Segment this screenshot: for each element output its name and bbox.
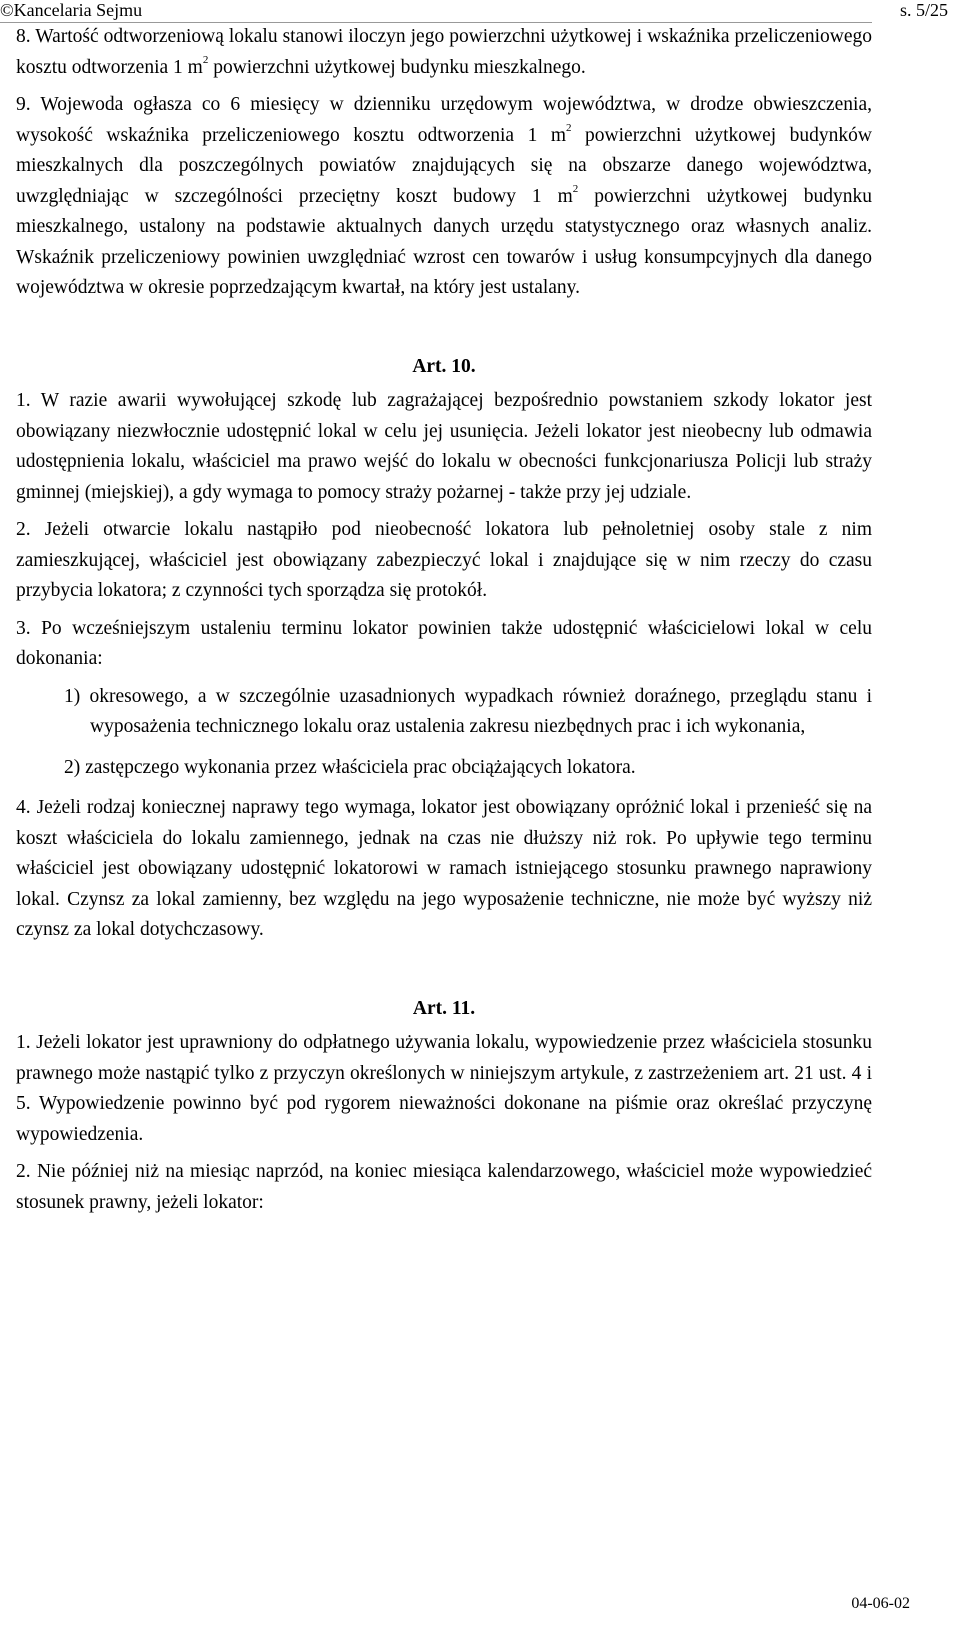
page-number: s. 5/25 [899, 0, 948, 20]
document-body [16, 22, 872, 1225]
article-10-heading: Art. 10. [412, 355, 476, 377]
art10-paragraph-4: 4. Jeżeli rodzaj koniecznej naprawy tego wymaga, lokator jest obowiązany opróżnić lokal i przenieść się na koszt właściciela do lokalu zamiennego, jednak na czas nie dłuższy niż rok. Po upływie tego terminu właściciel jest obowiązany udostępnić lokatorowi w ramach istniejącego stosunku prawnego naprawiony lokal. Czynsz za lokal zamienny, bez względu na jego wyposażenie techniczne, nie może być wyższy niż czynsz za lokal dotychczasowy. [16, 797, 872, 940]
paragraph-8-text-b: powierzchni użytkowej budynku mieszkalnego. [208, 56, 586, 78]
art10-paragraph-3: 3. Po wcześniejszym ustaleniu terminu lokator powinien także udostępnić właścicielowi lokal w celu dokonania: [16, 617, 872, 669]
superscript: 2 [566, 121, 572, 134]
art11-paragraph-2: 2. Nie później niż na miesiąc naprzód, na koniec miesiąca kalendarzowego, właściciel może wypowiedzieć stosunek prawny, jeżeli lokator: [16, 1161, 872, 1213]
art10-list-item-1: 1) okresowego, a w szczególnie uzasadnionych wypadkach również doraźnego, przeglądu stanu i wyposażenia technicznego lokalu oraz ustalenia zakresu niezbędnych prac i ich wykonania, [64, 685, 872, 737]
superscript: 2 [572, 182, 579, 195]
publisher-label: ©Kancelaria Sejmu [0, 0, 143, 20]
paragraph-9-text-c: powierzchni użytkowej budynku mieszkalnego, ustalony na podstawie aktualnych danych urzędu statystycznego oraz własnych analiz. Wskaźnik przeliczeniowy powinien uwzględniać wzrost cen towarów i usług konsumpcyjnych dla danego województwa w okresie poprzedzającym kwartał, na który jest ustalany. [16, 185, 872, 298]
paragraph-9-text-b: powierzchni użytkowej budynków mieszkalnych dla poszczególnych powiatów znajdujących się na obszarze danego województwa, uwzględniając w szczególności przeciętny koszt budowy 1 m [16, 124, 873, 207]
paragraph-8 [16, 22, 872, 83]
paragraph-9-text-a: 9. Wojewoda ogłasza co 6 miesięcy w dzienniku urzędowym województwa, w drodze obwieszczenia, wysokość wskaźnika przeliczeniowego kosztu odtworzenia 1 m [16, 94, 872, 146]
art10-paragraph-1: 1. W razie awarii wywołującej szkodę lub zagrażającej bezpośrednio powstaniem szkody lokator jest obowiązany niezwłocznie udostępnić lokal w celu jej usunięcia. Jeżeli lokator jest nieobecny lub odmawia udostępnienia lokalu, właściciel ma prawo wejść do lokalu w obecności funkcjonariusza Policji lub straży gminnej (miejskiej), a gdy wymaga to pomocy straży pożarnej - także przy jej udziale. [16, 390, 872, 503]
paragraph-8-text-a: 8. Wartość odtworzeniową lokalu stanowi iloczyn jego powierzchni użytkowej i wskaźnika przeliczeniowego kosztu odtworzenia 1 m [16, 26, 872, 78]
art10-paragraph-2: 2. Jeżeli otwarcie lokalu nastąpiło pod nieobecność lokatora lub pełnoletniej osoby stale z nim zamieszkującej, właściciel jest obowiązany zabezpieczyć lokal i znajdujące się w nim rzeczy do czasu przybycia lokatora; z czynności tych sporządza się protokół. [16, 519, 872, 601]
art10-list-item-2: 2) zastępczego wykonania przez właściciela prac obciążających lokatora. [64, 756, 636, 778]
paragraph-9 [16, 90, 872, 304]
page-footer-date: 04-06-02 [851, 1595, 910, 1612]
superscript: 2 [202, 53, 209, 66]
art11-paragraph-1: 1. Jeżeli lokator jest uprawniony do odpłatnego używania lokalu, wypowiedzenie przez właściciela stosunku prawnego może nastąpić tylko z przyczyn określonych w niniejszym artykule, z zastrzeżeniem art. 21 ust. 4 i 5. Wypowiedzenie powinno być pod rygorem nieważności dokonane na piśmie oraz określać przyczynę wypowiedzenia. [16, 1032, 872, 1145]
article-11-heading: Art. 11. [412, 997, 476, 1019]
